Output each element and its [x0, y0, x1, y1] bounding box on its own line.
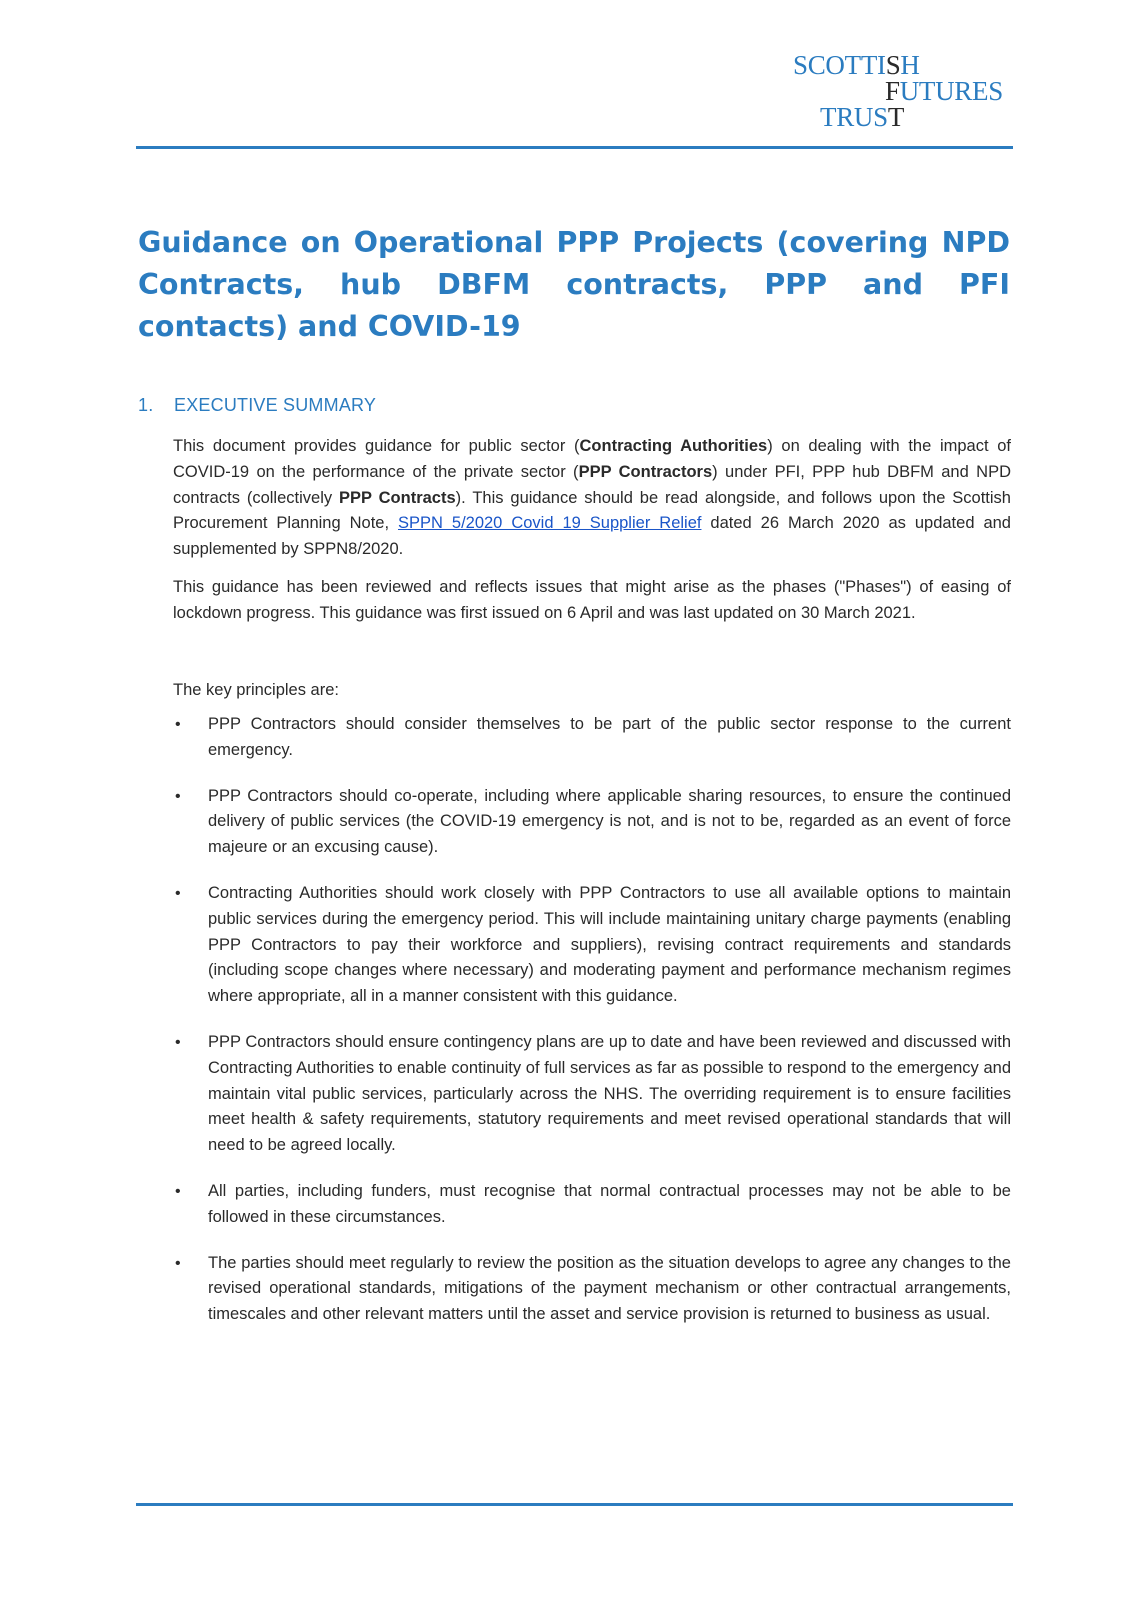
list-item: • The parties should meet regularly to review the position as the situation develops to agree any changes to the revised operational standards, mitigations of the payment mechanism or other contractual arrangements, timescales and other relevant matters until the asset and service provision is returned to business as usual.	[173, 1251, 1011, 1328]
section-heading	[138, 395, 376, 416]
bullet-icon: •	[175, 884, 181, 902]
intro-paragraph: This document provides guidance for public sector (Contracting Authorities) on dealing with the impact of COVID-19 on the performance of the private sector (PPP Contractors) under PFI, PPP hub DBFM and NPD contracts (collectively PPP Contracts). This guidance should be read alongside, and follows upon the Scottish Procurement Planning Note, SPPN 5/2020 Covid 19 Supplier Relief dated 26 March 2020 as updated and supplemented by SPPN8/2020.	[173, 437, 1011, 559]
list-item: • PPP Contractors should co-operate, including where applicable sharing resources, to ensure the continued delivery of public services (the COVID-19 emergency is not, and is not to be, regarded as an event of force majeure or an excusing cause).	[173, 784, 1011, 861]
key-principles-list	[173, 712, 1011, 1348]
logo-line-futures: FUTURES	[885, 76, 1003, 106]
bullet-icon: •	[175, 716, 181, 733]
term-ppp-contractors: PPP Contractors	[578, 462, 713, 481]
scottish-futures-trust-logo	[793, 52, 1023, 134]
term-contracting-authorities: Contracting Authorities	[579, 437, 768, 455]
key-principles-intro: The key principles are:	[173, 681, 339, 699]
document-title: Guidance on Operational PPP Projects (covering NPD Contracts, hub DBFM contracts, PPP and PFI contacts) and COVID-19	[138, 226, 1010, 343]
bullet-icon: •	[175, 1182, 181, 1200]
list-item: • All parties, including funders, must recognise that normal contractual processes may not be able to be followed in these circumstances.	[173, 1179, 1011, 1231]
sppn-link[interactable]: SPPN 5/2020 Covid 19 Supplier Relief	[398, 514, 702, 533]
bullet-icon: •	[175, 787, 181, 805]
list-item: • PPP Contractors should consider themselves to be part of the public sector response to the current emergency.	[173, 712, 1011, 764]
section-title: EXECUTIVE SUMMARY	[174, 395, 377, 415]
logo-line-scottish: SCOTTISH	[793, 50, 920, 80]
term-ppp-contracts: PPP Contracts	[339, 488, 456, 507]
section-number: 1.	[138, 395, 154, 415]
list-item: • Contracting Authorities should work closely with PPP Contractors to use all available options to maintain public services during the emergency period. This will include maintaining unitary charge payments (enabling PPP Contractors to pay their workforce and suppliers), revising contract requirements and standards (including scope changes where necessary) and moderating payment and performance mechanism regimes where appropriate, all in a manner consistent with this guidance.	[173, 881, 1011, 1010]
review-paragraph: This guidance has been reviewed and reflects issues that might arise as the phases ("Phases") of easing of lockdown progress. This guidance was first issued on 6 April and was last updated on 30 March 2021.	[173, 578, 1011, 622]
list-item: • PPP Contractors should ensure contingency plans are up to date and have been reviewed and discussed with Contracting Authorities to enable continuity of full services as far as possible to respond to the emergency and maintain vital public services, particularly across the NHS. The overriding requirement is to ensure facilities meet health & safety requirements, statutory requirements and meet revised operational standards that will need to be agreed locally.	[173, 1030, 1011, 1159]
footer-divider	[136, 1503, 1013, 1506]
bullet-icon: •	[175, 1033, 181, 1051]
header-divider	[136, 146, 1013, 149]
bullet-icon: •	[175, 1254, 181, 1272]
logo-line-trust: TRUST	[820, 102, 905, 132]
